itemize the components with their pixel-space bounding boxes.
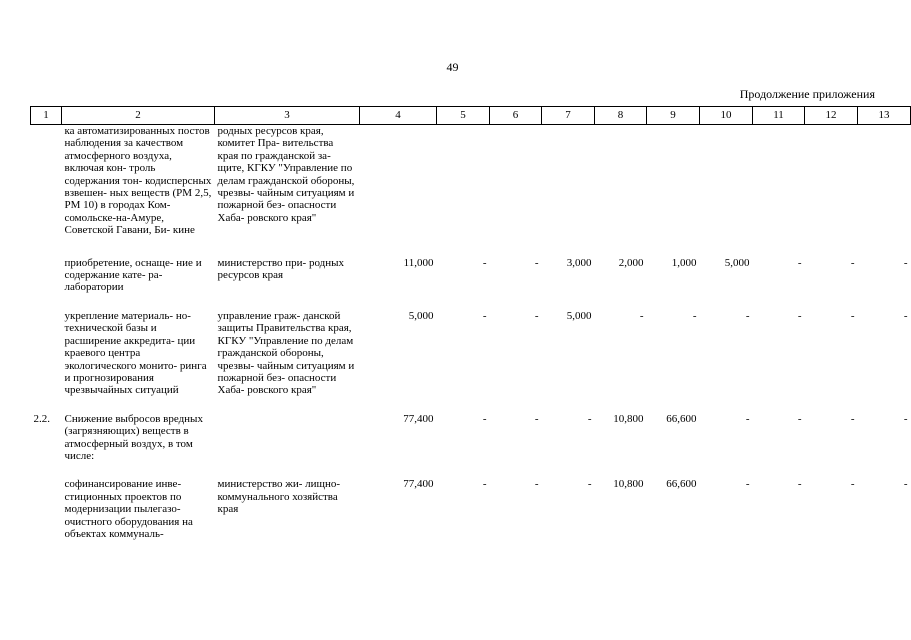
value-cell: - — [797, 309, 802, 322]
value-cell: - — [903, 412, 908, 425]
value-cell: 66,600 — [666, 478, 697, 491]
value-cell: - — [482, 412, 487, 425]
table-row — [31, 257, 911, 310]
column-header: 13 — [858, 107, 911, 125]
value-cell — [595, 125, 647, 257]
value-cell: 1,000 — [671, 256, 697, 269]
executor-cell — [215, 413, 360, 479]
column-header: 8 — [595, 107, 647, 125]
value-cell: - — [692, 309, 697, 322]
value-cell: 5,000 — [566, 309, 592, 322]
value-cell: - — [482, 256, 487, 269]
value-cell: - — [639, 309, 644, 322]
column-header: 11 — [753, 107, 805, 125]
row-number: 2.2. — [33, 412, 50, 425]
value-cell: - — [850, 412, 855, 425]
executor-cell: родных ресурсов края, комитет Пра- вительства края по гражданской за- щите, КГКУ "Управление по делам гражданской обороны, чрезвы- чайным ситуациям и пожарной без- опасности Хаба- ровского края" — [217, 125, 355, 224]
value-cell — [542, 125, 595, 257]
value-cell: 10,800 — [613, 412, 644, 425]
value-cell: - — [797, 256, 802, 269]
row-number — [31, 257, 62, 310]
value-cell: - — [482, 478, 487, 491]
column-header: 12 — [805, 107, 858, 125]
table-row — [31, 413, 911, 479]
column-header: 2 — [62, 107, 215, 125]
value-cell — [647, 125, 700, 257]
header-row — [31, 107, 911, 125]
value-cell: 3,000 — [566, 256, 592, 269]
column-header: 5 — [437, 107, 490, 125]
table-row — [31, 478, 911, 540]
value-cell: - — [534, 412, 539, 425]
measure-description: Снижение выбросов вредных (загрязняющих) веществ в атмосферный воздух, в том числе: — [64, 412, 203, 462]
value-cell: - — [903, 309, 908, 322]
value-cell: 66,600 — [666, 412, 697, 425]
value-cell: - — [797, 412, 802, 425]
continuation-label: Продолжение приложения — [739, 87, 875, 101]
measure-description: ка автоматизированных постов наблюдения за качеством атмосферного воздуха, включая кон- троль содержания тон- кодисперсных взвешен- ных веществ (РМ 2,5, РМ 10) в городах Ком- сомольске-на-Амуре, Советской Гавани, Би- кине — [64, 125, 212, 237]
page-number: 49 — [446, 60, 459, 74]
column-header: 3 — [215, 107, 360, 125]
value-cell: - — [850, 256, 855, 269]
value-cell: 5,000 — [724, 256, 750, 269]
value-cell: 2,000 — [618, 256, 644, 269]
measure-description: софинансирование инве- стиционных проектов по модернизации пылегазо- очистного оборудования на объектах коммуналь- — [64, 478, 193, 540]
value-cell — [490, 125, 542, 257]
table-row — [31, 125, 911, 257]
row-number — [31, 125, 62, 257]
value-cell: 10,800 — [613, 478, 644, 491]
value-cell: - — [482, 309, 487, 322]
value-cell: 77,400 — [403, 412, 434, 425]
column-header: 9 — [647, 107, 700, 125]
value-cell: - — [534, 478, 539, 491]
row-number — [31, 478, 62, 540]
value-cell: - — [534, 309, 539, 322]
value-cell: 77,400 — [403, 478, 434, 491]
measure-description: укрепление материаль- но-технической базы и расширение аккредита- ции краевого центра экологического монито- ринга и прогнозирования чрезвычайных ситуаций — [64, 309, 207, 397]
value-cell: - — [797, 478, 802, 491]
executor-cell: министерство жи- лищно- коммунального хозяйства края — [217, 478, 341, 516]
value-cell: - — [903, 478, 908, 491]
value-cell: - — [745, 412, 750, 425]
executor-cell: управление граж- данской защиты Правительства края, КГКУ "Управление по делам гражданской обороны, чрезвы- чайным ситуациям и пожарной без- опасности Хаба- ровского края" — [217, 309, 355, 397]
column-header: 4 — [360, 107, 437, 125]
column-header: 1 — [31, 107, 62, 125]
value-cell: - — [587, 412, 592, 425]
value-cell: 11,000 — [403, 256, 434, 269]
value-cell: 5,000 — [408, 309, 434, 322]
table-row — [31, 310, 911, 413]
column-header: 10 — [700, 107, 753, 125]
value-cell: - — [850, 478, 855, 491]
value-cell — [360, 125, 437, 257]
value-cell: - — [745, 309, 750, 322]
value-cell — [437, 125, 490, 257]
value-cell — [700, 125, 753, 257]
value-cell: - — [587, 478, 592, 491]
value-cell: - — [903, 256, 908, 269]
column-header: 6 — [490, 107, 542, 125]
value-cell — [805, 125, 858, 257]
value-cell: - — [850, 309, 855, 322]
column-header: 7 — [542, 107, 595, 125]
row-number — [31, 310, 62, 413]
value-cell — [858, 125, 911, 257]
value-cell — [753, 125, 805, 257]
value-cell: - — [745, 478, 750, 491]
value-cell: - — [534, 256, 539, 269]
measure-description: приобретение, оснаще- ние и содержание кате- ра-лаборатории — [64, 256, 202, 294]
appendix-table — [30, 106, 911, 540]
executor-cell: министерство при- родных ресурсов края — [217, 256, 344, 282]
